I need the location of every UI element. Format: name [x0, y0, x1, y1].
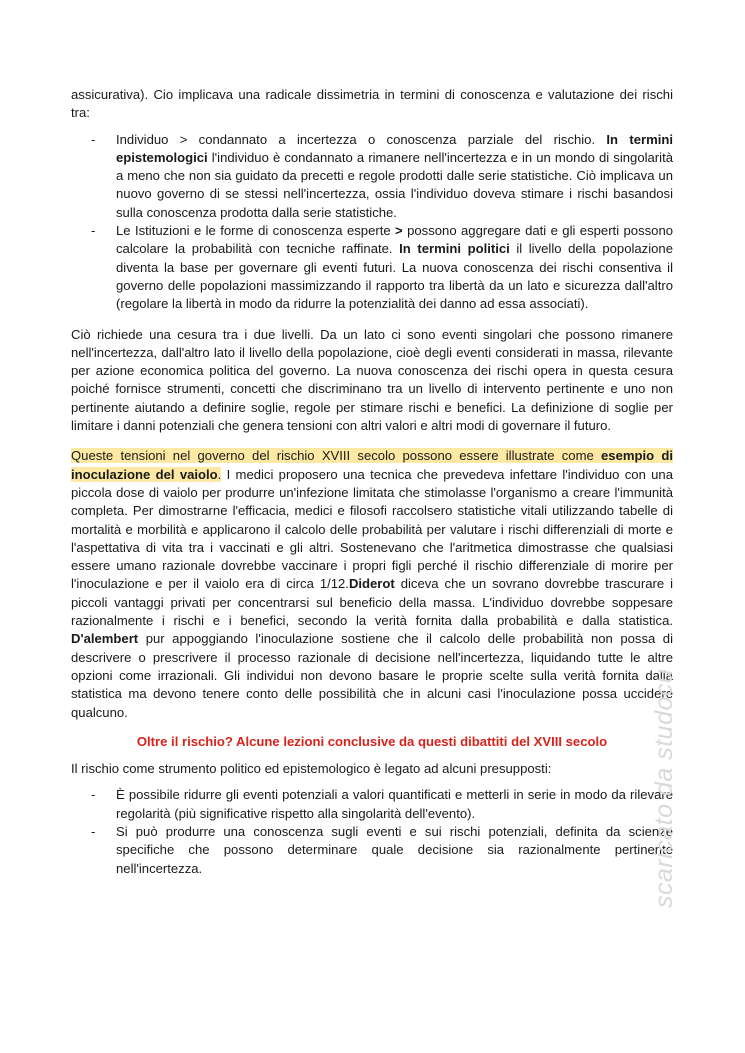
highlighted-text: Queste tensioni nel governo del rischio XVIII secolo possono essere illustrate come esempio di inoculazione del vaiolo.	[71, 448, 673, 482]
bold-term: esempio di inoculazione del vaiolo	[71, 448, 673, 482]
paragraph-presupposti: Il rischio come strumento politico ed epistemologico è legato ad alcuni presupposti:	[71, 761, 552, 777]
bold-term: In termini epistemologici	[116, 131, 673, 165]
section-heading: Oltre il rischio? Alcune lezioni conclusive da questi dibattiti del XVIII secolo	[136, 733, 608, 749]
list-item-text: Le Istituzioni e le forme di conoscenza esperte	[116, 223, 396, 239]
list-item: - Si può produrre una conoscenza sugli eventi e sui rischi potenziali, definita da scienze specifiche che possono determinare quale decisione sia razionalmente pertinente nell'incertezza.	[71, 823, 673, 878]
bold-name-diderot: Diderot	[348, 576, 395, 592]
paragraph-cesura: Ciò richiede una cesura tra i due livelli. Da un lato ci sono eventi singolari che possono rimanere nell'incertezza, dall'altro lato il livello della popolazione, cioè degli eventi considerati in massa, rilevante per azione economica politica del governo. La nuova conoscenza dei rischi opera in questa cesura poiché fornisce strumenti, concetti che discriminano tra un livello di intervento pertinente e uno non pertinente aiutando a definire soglie, regole per stimare rischi e benefici. La definizione di soglie per limitare i danni potenziali che genera tensioni con altri valori e altri modi di governare il futuro.	[71, 326, 673, 434]
watermark: scaricato da studocu	[650, 668, 678, 908]
paragraph-text: diceva che un sovrano dovrebbe trascurare i piccoli vantaggi privati per concentrarsi sul beneficio della massa. L'individuo dovrebbe soppesare razionalmente i rischi e i benefici, secondo la verità fornita dalla probabilità e dalla statistica.	[71, 576, 673, 629]
list-item-institutions	[71, 222, 673, 313]
arrow-symbol: >	[395, 223, 403, 239]
list-item-text: il livello della popolazione diventa la base per governare gli eventi futuri. La nuova conoscenza dei rischi consentiva il governo delle popolazioni massimizzando il rapporto tra libertà da un lato e sicurezza dall'altro (regolare la libertà in modo da ridurre la potenzialità dei danno ad essa associati).	[116, 241, 673, 312]
bold-name-dalembert: D'alembert	[71, 631, 139, 647]
presupposti-list	[71, 786, 673, 877]
intro-paragraph: assicurativa). Cio implicava una radicale dissimetria in termini di conoscenza e valutazione dei rischi tra:	[71, 87, 673, 121]
document-page	[71, 86, 673, 878]
list-item-individual	[71, 131, 673, 222]
paragraph-text: pur appoggiando l'inoculazione sostiene che il calcolo delle probabilità non possa di descrivere o prescrivere il processo razionale di decisione nell'incertezza, liquidando tutte le altre opzioni come irrazionali. Gli individui non devono basare le proprie scelte sulla verità fornita dalla statistica ma devono tenere conto delle possibilità che in alcuni casi l'inoculazione possa uccidere qualcuno.	[71, 631, 673, 720]
list-item-text: l'individuo è condannato a rimanere nell'incertezza e in un mondo di singolarità a meno che non sia guidato da precetti e regole prodotti dalle serie statistiche. Ciò implicava un nuovo governo di se stessi nell'incertezza, ossia l'individuo doveva stimare i rischi basandosi sulla conoscenza prodotta dalla serie statistiche.	[116, 149, 673, 220]
bold-term: In termini politici	[399, 241, 510, 257]
paragraph-vaiolo	[71, 447, 673, 721]
list-item-text: possono aggregare dati e gli esperti possono calcolare la probabilità con tecniche raffinate.	[116, 223, 674, 257]
risk-list	[71, 131, 673, 314]
paragraph-text: I medici proposero una tecnica che prevedeva infettare l'individuo con una piccola dose di vaiolo per produrre un'infezione limitata che stimolasse l'organismo a creare l'immunità completa. Per dimostrarne l'efficacia, medici e filosofi raccolsero statistiche vitali utilizzando tabelle di mortalità e morbilità e applicarono il calcolo delle probabilità per valutare i rischi differenziali di morte e l'aspettativa di vita tra i vaccinati e gli altri. Sostenevano che l'aritmetica dimostrasse che qualsiasi essere umano razionale dovrebbe vaccinare i propri figli perché il rischio differenziale di morire per l'inoculazione e per il vaiolo era di circa 1/12.	[71, 466, 673, 592]
list-item: - È possibile ridurre gli eventi potenziali a valori quantificati e metterli in serie in modo da rilevare regolarità (più significative rispetto alla singolarità dell'evento).	[71, 786, 673, 823]
list-item-text: Individuo > condannato a incertezza o conoscenza parziale del rischio.	[116, 131, 607, 147]
